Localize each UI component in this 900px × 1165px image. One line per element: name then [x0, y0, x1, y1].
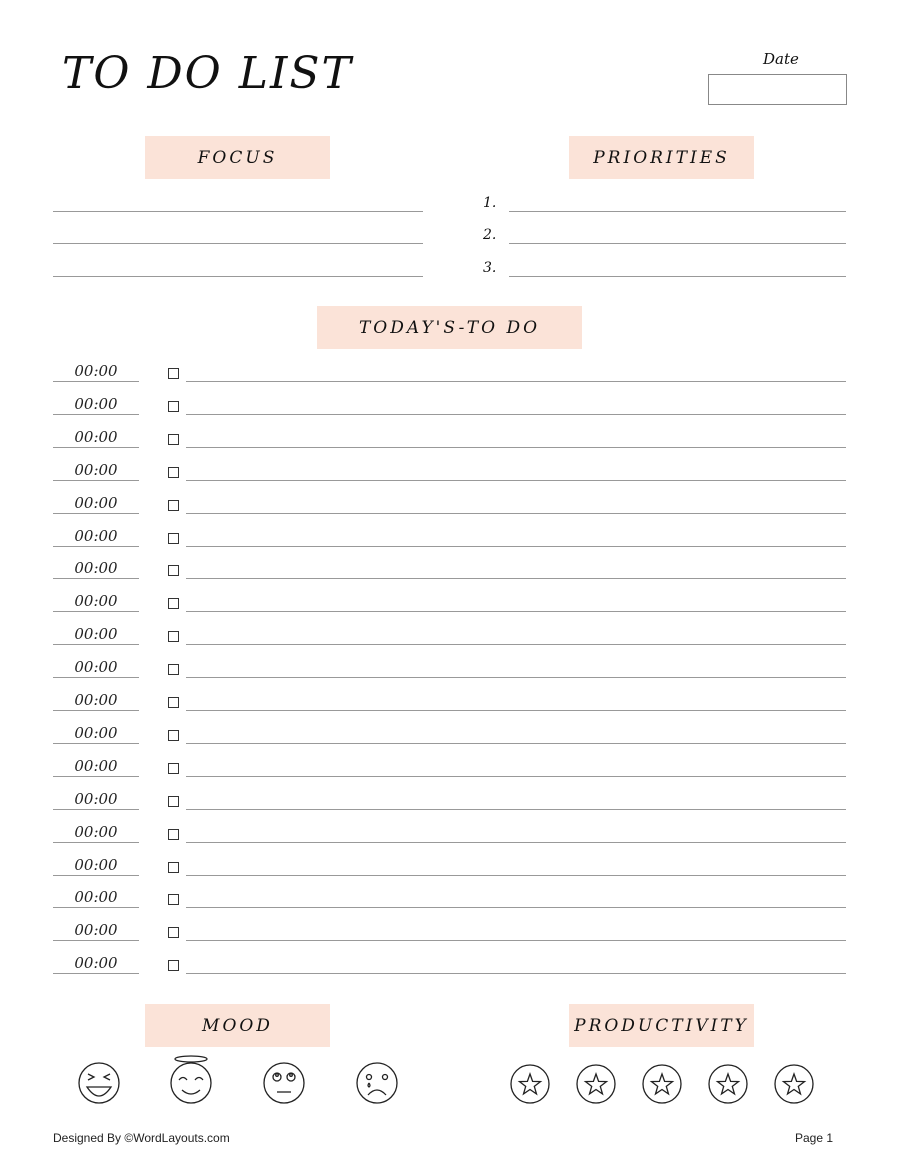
- todo-checkbox[interactable]: [168, 631, 179, 642]
- time-line: [53, 447, 139, 448]
- todo-line[interactable]: [186, 875, 846, 876]
- todo-line[interactable]: [186, 480, 846, 481]
- star-rating-icon[interactable]: [577, 1065, 615, 1103]
- angel-face-icon[interactable]: [171, 1056, 211, 1103]
- todo-checkbox[interactable]: [168, 533, 179, 544]
- todo-time: 00:00: [74, 789, 118, 808]
- todo-line[interactable]: [186, 743, 846, 744]
- star-rating-icon[interactable]: [643, 1065, 681, 1103]
- todo-time: 00:00: [74, 559, 118, 578]
- time-line: [53, 546, 139, 547]
- time-line: [53, 907, 139, 908]
- time-line: [53, 578, 139, 579]
- todo-line[interactable]: [186, 381, 846, 382]
- focus-line[interactable]: [53, 243, 423, 244]
- todo-time: 00:00: [74, 855, 118, 874]
- todo-checkbox[interactable]: [168, 697, 179, 708]
- time-line: [53, 480, 139, 481]
- todo-time: 00:00: [74, 427, 118, 446]
- todo-line[interactable]: [186, 414, 846, 415]
- priority-line[interactable]: [509, 276, 846, 277]
- time-line: [53, 513, 139, 514]
- todo-checkbox[interactable]: [168, 368, 179, 379]
- todo-checkbox[interactable]: [168, 664, 179, 675]
- todo-line[interactable]: [186, 776, 846, 777]
- star-rating-icon[interactable]: [511, 1065, 549, 1103]
- todo-time: 00:00: [74, 526, 118, 545]
- page-title: TO DO LIST: [62, 48, 353, 99]
- todo-checkbox[interactable]: [168, 796, 179, 807]
- time-line: [53, 875, 139, 876]
- todo-line[interactable]: [186, 842, 846, 843]
- time-line: [53, 776, 139, 777]
- todo-checkbox[interactable]: [168, 500, 179, 511]
- todo-checkbox[interactable]: [168, 467, 179, 478]
- todo-checkbox[interactable]: [168, 598, 179, 609]
- time-line: [53, 973, 139, 974]
- priority-number: 3.: [483, 260, 497, 276]
- todays-todo-header: TODAY'S-TO DO: [317, 306, 582, 349]
- todo-checkbox[interactable]: [168, 960, 179, 971]
- date-input[interactable]: [708, 74, 847, 105]
- priority-line[interactable]: [509, 243, 846, 244]
- focus-line[interactable]: [53, 211, 423, 212]
- todo-line[interactable]: [186, 907, 846, 908]
- time-line: [53, 710, 139, 711]
- todo-line[interactable]: [186, 677, 846, 678]
- todo-line[interactable]: [186, 546, 846, 547]
- todo-checkbox[interactable]: [168, 927, 179, 938]
- todo-line[interactable]: [186, 809, 846, 810]
- crying-face-icon[interactable]: [357, 1063, 397, 1103]
- todo-checkbox[interactable]: [168, 829, 179, 840]
- todo-checkbox[interactable]: [168, 730, 179, 741]
- todo-line[interactable]: [186, 973, 846, 974]
- priority-number: 1.: [483, 195, 497, 211]
- todo-time: 00:00: [74, 756, 118, 775]
- todo-time: 00:00: [74, 658, 118, 677]
- focus-header: FOCUS: [145, 136, 330, 179]
- mood-header: MOOD: [145, 1004, 330, 1047]
- star-rating-icon[interactable]: [709, 1065, 747, 1103]
- time-line: [53, 743, 139, 744]
- time-line: [53, 414, 139, 415]
- priority-number: 2.: [483, 227, 497, 243]
- star-rating-icon[interactable]: [775, 1065, 813, 1103]
- todo-time: 00:00: [74, 822, 118, 841]
- todo-checkbox[interactable]: [168, 434, 179, 445]
- todo-time: 00:00: [74, 723, 118, 742]
- todo-time: 00:00: [74, 625, 118, 644]
- todo-checkbox[interactable]: [168, 763, 179, 774]
- time-line: [53, 381, 139, 382]
- eye-roll-face-icon[interactable]: [264, 1063, 304, 1103]
- todo-line[interactable]: [186, 710, 846, 711]
- todo-time: 00:00: [74, 691, 118, 709]
- todo-time: 00:00: [74, 493, 118, 512]
- time-line: [53, 677, 139, 678]
- time-line: [53, 644, 139, 645]
- priorities-header: PRIORITIES: [569, 136, 754, 179]
- todo-line[interactable]: [186, 940, 846, 941]
- todo-checkbox[interactable]: [168, 401, 179, 412]
- todo-line[interactable]: [186, 513, 846, 514]
- footer-credit: Designed By ©WordLayouts.com: [53, 1131, 230, 1145]
- todo-line[interactable]: [186, 611, 846, 612]
- todo-time: 00:00: [74, 921, 118, 940]
- todo-checkbox[interactable]: [168, 894, 179, 905]
- todo-time: 00:00: [74, 888, 118, 907]
- todo-line[interactable]: [186, 447, 846, 448]
- todo-checkbox[interactable]: [168, 862, 179, 873]
- time-line: [53, 809, 139, 810]
- todo-time: 00:00: [74, 460, 118, 479]
- date-label: Date: [763, 50, 799, 68]
- laughing-face-icon[interactable]: [79, 1063, 119, 1103]
- priority-line[interactable]: [509, 211, 846, 212]
- todo-time: 00:00: [74, 954, 118, 973]
- todo-time: 00:00: [74, 592, 118, 611]
- focus-line[interactable]: [53, 276, 423, 277]
- todo-checkbox[interactable]: [168, 565, 179, 576]
- productivity-header: PRODUCTIVITY: [569, 1004, 754, 1047]
- time-line: [53, 611, 139, 612]
- todo-time: 00:00: [74, 362, 118, 380]
- todo-line[interactable]: [186, 578, 846, 579]
- time-line: [53, 842, 139, 843]
- page-number: Page 1: [795, 1131, 834, 1145]
- time-line: [53, 940, 139, 941]
- todo-line[interactable]: [186, 644, 846, 645]
- mood-productivity-icons: [0, 1050, 900, 1120]
- todo-time: 00:00: [74, 394, 118, 413]
